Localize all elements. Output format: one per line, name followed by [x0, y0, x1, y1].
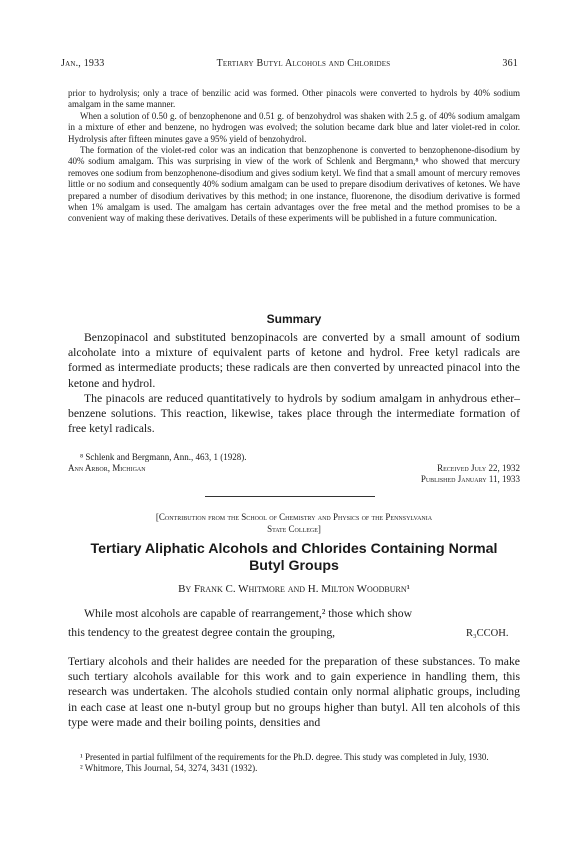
contribution-note	[68, 512, 520, 535]
paragraph: prior to hydrolysis; only a trace of benzilic acid was formed. Other pinacols were converted to hydrols by 40% sodium amalgam in the same manner.	[68, 88, 520, 110]
experimental-section	[68, 88, 520, 225]
published-date: Published January 11, 1933	[420, 474, 520, 484]
header-page-number: 361	[502, 58, 518, 69]
paragraph: Benzopinacol and substituted benzopinacols are converted by a small amount of sodium alcoholate into a mixture of equivalent parts of ketone and hydrol. Free ketyl radicals are formed as intermediate products; these radicals are then converted by unreacted pinacol into the ketone and hydrol.	[68, 331, 520, 390]
article-title	[68, 541, 520, 575]
footnote-8: ⁸ Schlenk and Bergmann, Ann., 463, 1 (1928).	[80, 452, 247, 462]
article-intro-body	[68, 654, 520, 730]
footnote-1: ¹ Presented in partial fulfilment of the requirements for the Ph.D. degree. This study was completed in July, 1930.	[80, 752, 489, 762]
title-line: Butyl Groups	[249, 558, 339, 574]
paragraph: Tertiary alcohols and their halides are needed for the preparation of these substances. To make such tertiary alcohols available for this work and to gain experience in handling them, this research was undertaken. The alcohols studied contain only normal aliphatic groups, including in each case at least one n-butyl group but no groups higher than butyl. All ten alcohols of this type were made and their boiling points, densities and	[68, 655, 520, 729]
contribution-line: State College]	[267, 523, 321, 534]
paragraph: The formation of the violet-red color was an indication that benzophenone is converted to benzophenone-disodium by 40% sodium amalgam. This was surprising in view of the work of Schlenk and Bergmann,⁸ who showed that mercury removes one sodium from benzophenone-disodium and gives sodium ketyl. We find that a small amount of mercury removes little or no sodium and consequently 40% sodium amalgam can be used to prepare disodium derivatives of ketones. We have prepared a number of disodium derivatives by this method; in one instance, fluorenone, the disodium derivative is formed when 1% amalgam is used. The amalgam has certain advantages over the free metal and the method promises to be a convenient way of making these derivatives. Details of these experiments will be published in a future communication.	[68, 145, 520, 224]
intro-line: this tendency to the greatest degree contain the grouping,	[68, 626, 336, 640]
running-header	[61, 58, 518, 69]
header-date: Jan., 1933	[61, 58, 105, 69]
byline: By Frank C. Whitmore and H. Milton Woodburn¹	[178, 583, 410, 595]
article-intro-top	[68, 606, 520, 640]
section-divider	[205, 496, 375, 497]
footnotes	[68, 752, 520, 774]
location: Ann Arbor, Michigan	[68, 463, 146, 473]
footnote-2: ² Whitmore, This Journal, 54, 3274, 3431 (1932).	[80, 763, 258, 774]
summary-body	[68, 330, 520, 436]
summary-heading: Summary	[266, 312, 322, 326]
paragraph: When a solution of 0.50 g. of benzophenone and 0.51 g. of benzohydrol was shaken with 2.5 g. of 40% sodium amalgam in a mixture of ether and benzene, no hydrogen was evolved; the solution became dark blue and later violet-red in color. Hydrolysis after fifteen minutes gave a 95% yield of benzohydrol.	[68, 110, 520, 144]
title-line: Tertiary Aliphatic Alcohols and Chlorides Containing Normal	[90, 541, 498, 557]
intro-line: While most alcohols are capable of rearrangement,² those which show	[84, 607, 413, 620]
header-title: Tertiary Butyl Alcohols and Chlorides	[216, 58, 391, 69]
contribution-line: [Contribution from the School of Chemistry and Physics of the Pennsylvania	[155, 512, 433, 522]
chemical-formula: R₃CCOH.	[466, 628, 509, 639]
received-date: Received July 22, 1932	[437, 463, 520, 473]
paragraph: The pinacols are reduced quantitatively to hydrols by sodium amalgam in anhydrous ether–benzene solutions. This reaction, likewise, takes place through the intermediate formation of free ketyl radicals.	[68, 391, 520, 436]
